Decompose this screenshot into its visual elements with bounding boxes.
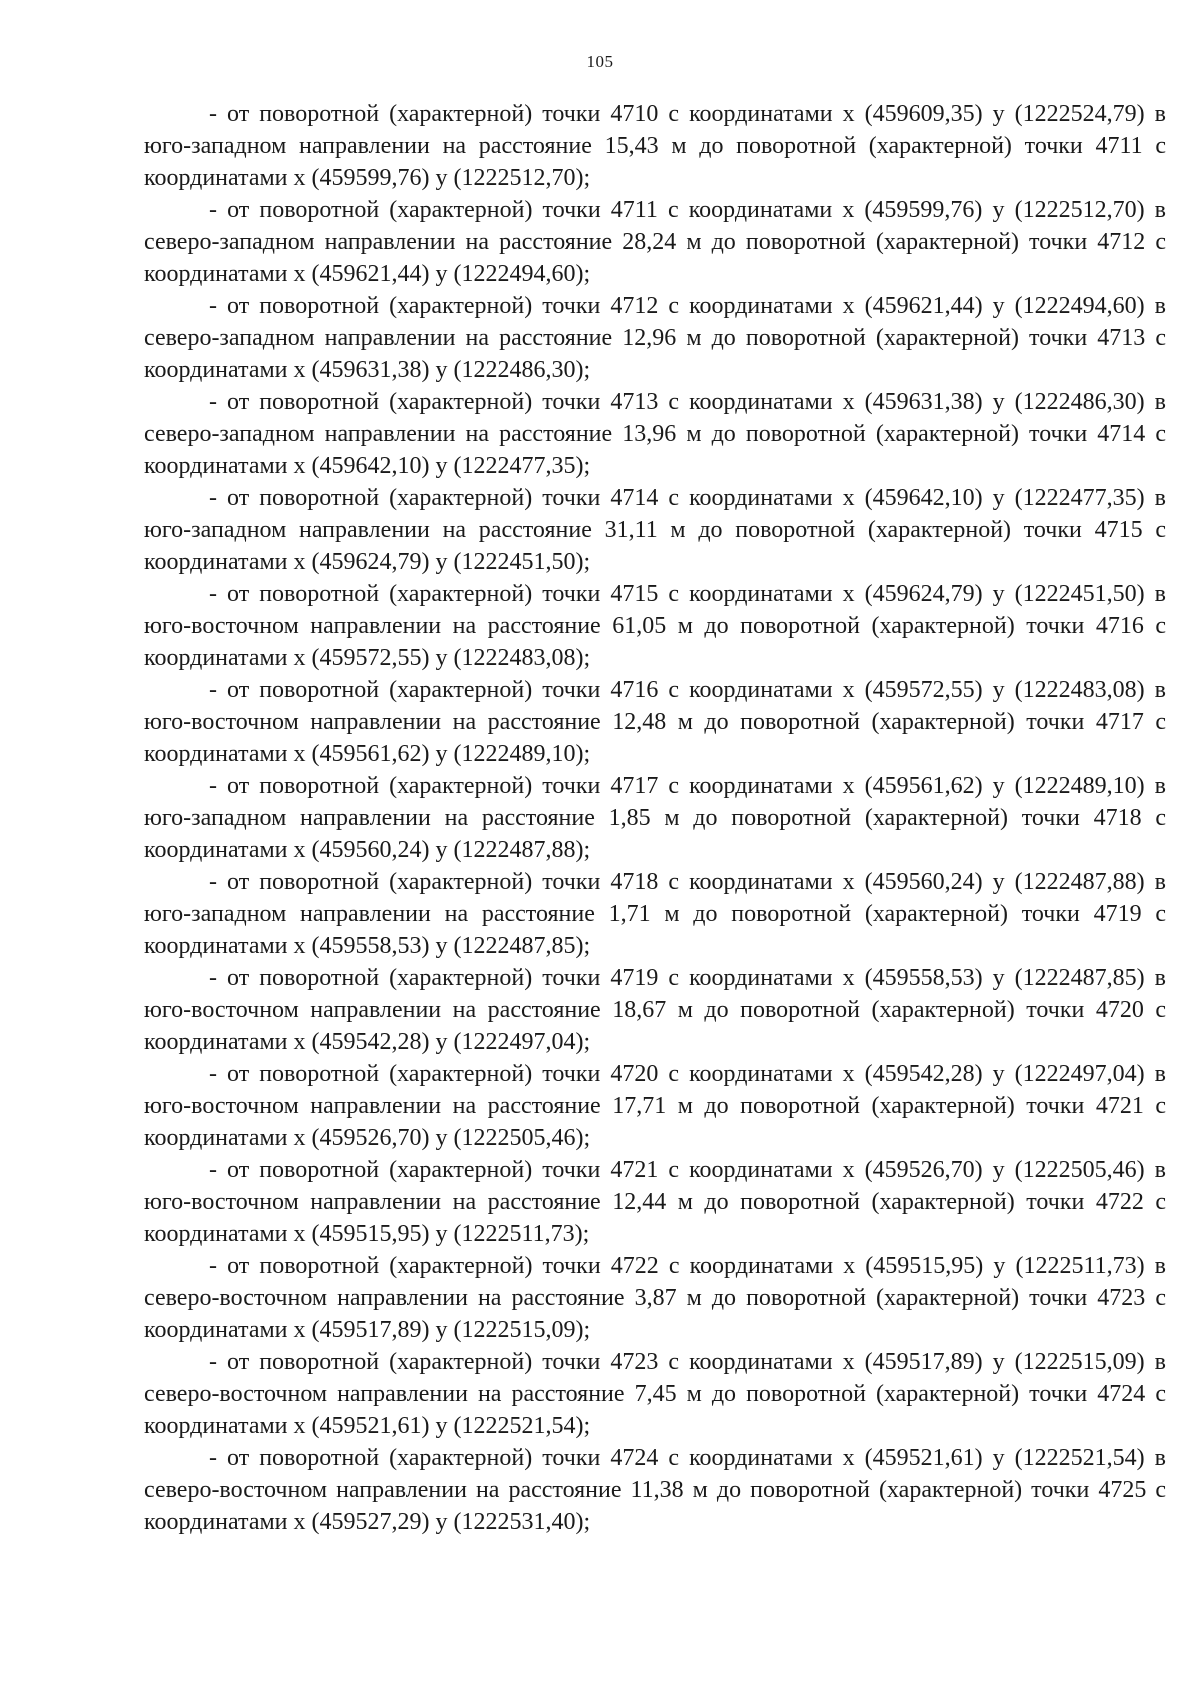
boundary-segment-paragraph: - от поворотной (характерной) точки 4716 с координатами х (459572,55) у (1222483,08) в юго-восточном направлении на расстояние 12,48 м до поворотной (характерной) точки 4717 с координатами х (459561,62) у (1222489,10);: [144, 677, 1166, 767]
boundary-segment-paragraph: - от поворотной (характерной) точки 4715 с координатами х (459624,79) у (1222451,50) в юго-восточном направлении на расстояние 61,05 м до поворотной (характерной) точки 4716 с координатами х (459572,55) у (1222483,08);: [144, 581, 1166, 671]
page-number: 105: [586, 52, 614, 71]
boundary-segment-paragraph: - от поворотной (характерной) точки 4711 с координатами х (459599,76) у (1222512,70) в северо-западном направлении на расстояние 28,24 м до поворотной (характерной) точки 4712 с координатами х (459621,44) у (1222494,60);: [144, 197, 1166, 287]
boundary-segment-paragraph: - от поворотной (характерной) точки 4714 с координатами х (459642,10) у (1222477,35) в юго-западном направлении на расстояние 31,11 м до поворотной (характерной) точки 4715 с координатами х (459624,79) у (1222451,50);: [144, 485, 1166, 575]
boundary-segment-paragraph: - от поворотной (характерной) точки 4718 с координатами х (459560,24) у (1222487,88) в юго-западном направлении на расстояние 1,71 м до поворотной (характерной) точки 4719 с координатами х (459558,53) у (1222487,85);: [144, 869, 1166, 959]
boundary-segment-paragraph: - от поворотной (характерной) точки 4712 с координатами х (459621,44) у (1222494,60) в северо-западном направлении на расстояние 12,96 м до поворотной (характерной) точки 4713 с координатами х (459631,38) у (1222486,30);: [144, 293, 1166, 383]
document-body: [144, 98, 1166, 1538]
boundary-segment-paragraph: - от поворотной (характерной) точки 4713 с координатами х (459631,38) у (1222486,30) в северо-западном направлении на расстояние 13,96 м до поворотной (характерной) точки 4714 с координатами х (459642,10) у (1222477,35);: [144, 389, 1166, 479]
boundary-segment-paragraph: - от поворотной (характерной) точки 4710 с координатами х (459609,35) у (1222524,79) в юго-западном направлении на расстояние 15,43 м до поворотной (характерной) точки 4711 с координатами х (459599,76) у (1222512,70);: [144, 101, 1166, 191]
boundary-segment-paragraph: - от поворотной (характерной) точки 4717 с координатами х (459561,62) у (1222489,10) в юго-западном направлении на расстояние 1,85 м до поворотной (характерной) точки 4718 с координатами х (459560,24) у (1222487,88);: [144, 773, 1166, 863]
boundary-segment-paragraph: - от поворотной (характерной) точки 4722 с координатами х (459515,95) у (1222511,73) в северо-восточном направлении на расстояние 3,87 м до поворотной (характерной) точки 4723 с координатами х (459517,89) у (1222515,09);: [144, 1253, 1166, 1343]
boundary-segment-paragraph: - от поворотной (характерной) точки 4720 с координатами х (459542,28) у (1222497,04) в юго-восточном направлении на расстояние 17,71 м до поворотной (характерной) точки 4721 с координатами х (459526,70) у (1222505,46);: [144, 1061, 1166, 1151]
boundary-segment-paragraph: - от поворотной (характерной) точки 4724 с координатами х (459521,61) у (1222521,54) в северо-восточном направлении на расстояние 11,38 м до поворотной (характерной) точки 4725 с координатами х (459527,29) у (1222531,40);: [144, 1445, 1166, 1535]
boundary-segment-paragraph: - от поворотной (характерной) точки 4723 с координатами х (459517,89) у (1222515,09) в северо-восточном направлении на расстояние 7,45 м до поворотной (характерной) точки 4724 с координатами х (459521,61) у (1222521,54);: [144, 1349, 1166, 1439]
boundary-segment-paragraph: - от поворотной (характерной) точки 4719 с координатами х (459558,53) у (1222487,85) в юго-восточном направлении на расстояние 18,67 м до поворотной (характерной) точки 4720 с координатами х (459542,28) у (1222497,04);: [144, 965, 1166, 1055]
boundary-segment-paragraph: - от поворотной (характерной) точки 4721 с координатами х (459526,70) у (1222505,46) в юго-восточном направлении на расстояние 12,44 м до поворотной (характерной) точки 4722 с координатами х (459515,95) у (1222511,73);: [144, 1157, 1166, 1247]
